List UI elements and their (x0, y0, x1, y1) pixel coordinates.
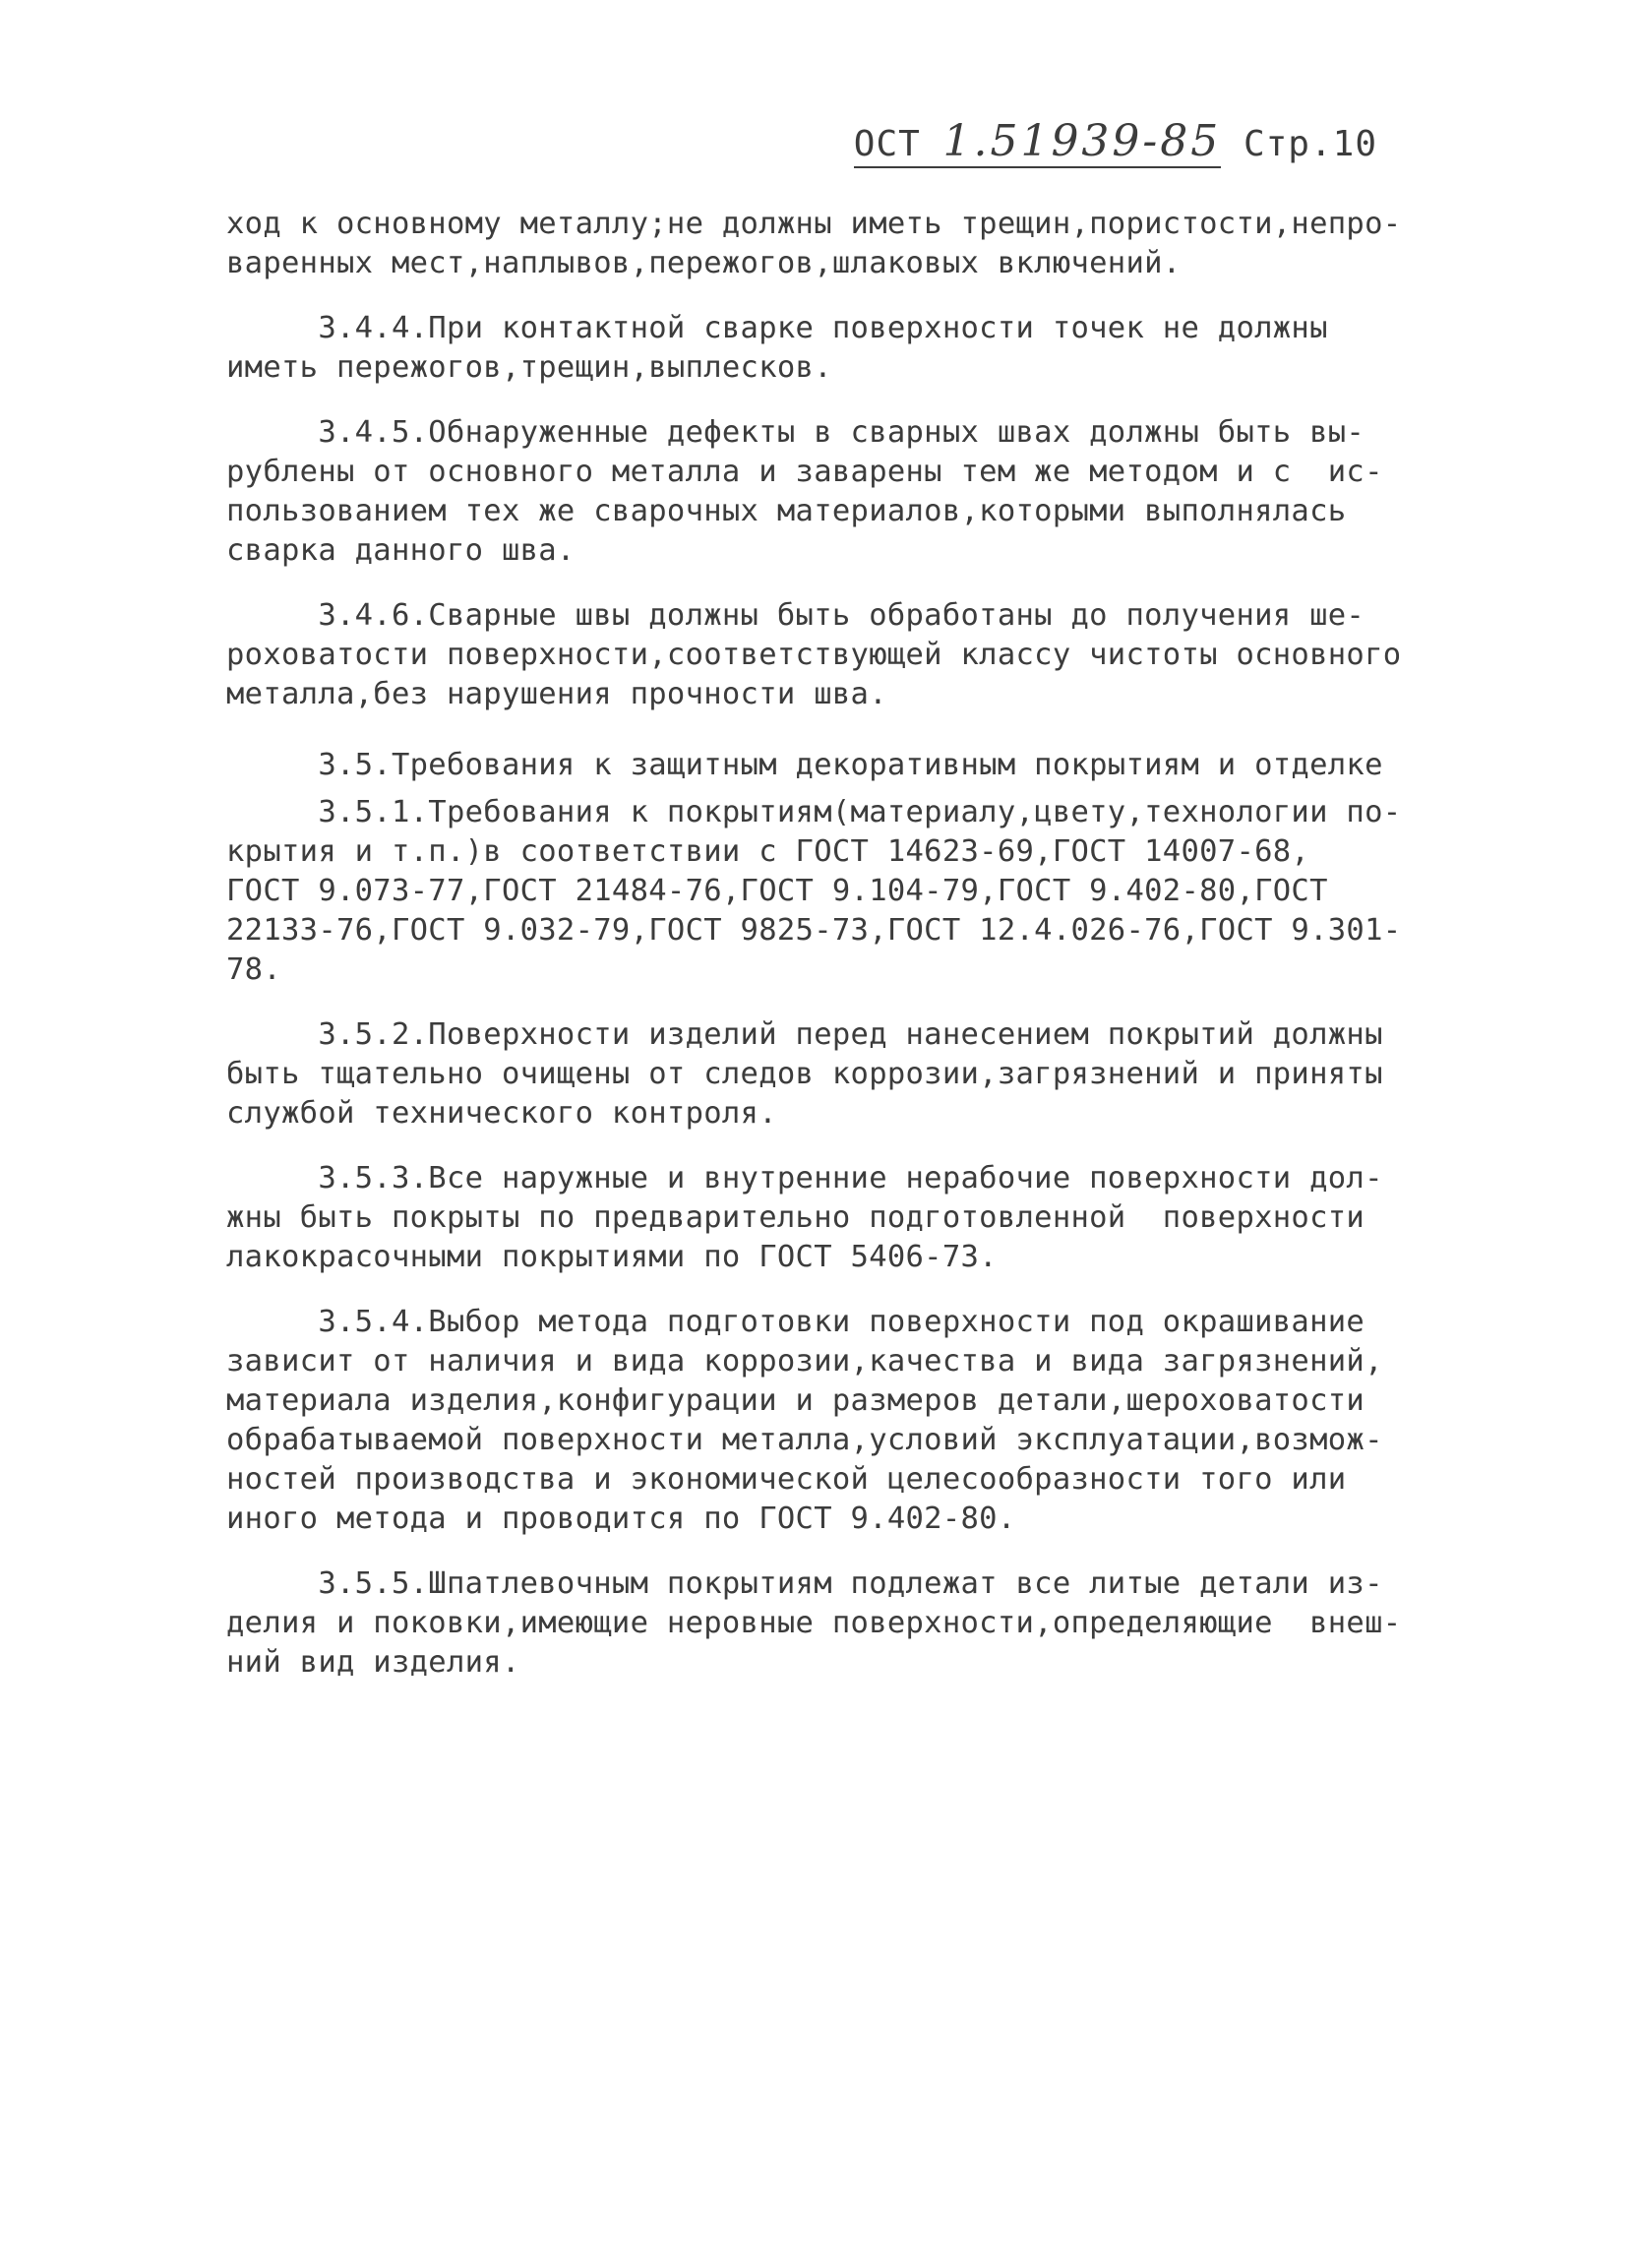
paragraph-continued (226, 205, 1436, 283)
page-number: Стр.10 (1221, 124, 1377, 164)
paragraph-3-5-2 (226, 1015, 1436, 1134)
text-line: ностей производства и экономической целесообразности того или (226, 1462, 1347, 1497)
text-line: делия и поковки,имеющие неровные поверхности,определяющие внеш- (226, 1606, 1402, 1640)
standard-prefix: ОСТ (853, 124, 943, 164)
text-line: металла,без нарушения прочности шва. (226, 677, 887, 711)
text-line: 78. (226, 952, 281, 987)
text-line: 22133-76,ГОСТ 9.032-79,ГОСТ 9825-73,ГОСТ 12.4.026-76,ГОСТ 9.301- (226, 913, 1402, 948)
text-line: 3.5.5.Шпатлевочным покрытиям подлежат все литые детали из- (226, 1566, 1383, 1601)
text-line: 3.4.6.Сварные швы должны быть обработаны до получения ше- (226, 598, 1365, 633)
text-line: ход к основному металлу;не должны иметь трещин,пористости,непро- (226, 207, 1402, 241)
text-line: лакокрасочными покрытиями по ГОСТ 5406-73. (226, 1240, 998, 1274)
text-line: роховатости поверхности,соответствующей классу чистоты основного (226, 638, 1402, 672)
paragraph-3-5-5 (226, 1564, 1436, 1683)
text-line: быть тщательно очищены от следов коррозии,загрязнений и приняты (226, 1057, 1383, 1091)
standard-number: 1.51939-85 (942, 116, 1222, 166)
section-heading: 3.5.Требования к защитным декоративным покрытиям и отделке (226, 748, 1383, 782)
section-3-5-heading (226, 746, 1436, 785)
text-line: 3.5.3.Все наружные и внутренние нерабочие поверхности дол- (226, 1161, 1383, 1195)
text-line: сварка данного шва. (226, 533, 576, 568)
text-line: службой технического контроля. (226, 1096, 777, 1131)
text-line: обрабатываемой поверхности металла,условий эксплуатации,возмож- (226, 1423, 1383, 1457)
text-line: материала изделия,конфигурации и размеров детали,шероховатости (226, 1383, 1365, 1418)
paragraph-3-4-6 (226, 596, 1436, 714)
document-body (226, 205, 1436, 1683)
text-line: 3.5.1.Требования к покрытиям(материалу,цвету,технологии по- (226, 795, 1402, 829)
text-line: пользованием тех же сварочных материалов,которыми выполнялась (226, 494, 1347, 528)
text-line: варенных мест,наплывов,пережогов,шлаковых включений. (226, 246, 1182, 280)
text-line: ний вид изделия. (226, 1645, 520, 1680)
text-line: крытия и т.п.)в соответствии с ГОСТ 14623-69,ГОСТ 14007-68, (226, 834, 1310, 869)
text-line: иного метода и проводится по ГОСТ 9.402-80. (226, 1502, 1016, 1536)
text-line: рублены от основного металла и заварены тем же методом и с ис- (226, 455, 1383, 489)
text-line: жны быть покрыты по предварительно подготовленной поверхности (226, 1200, 1365, 1235)
paragraph-3-4-5 (226, 413, 1436, 571)
paragraph-3-5-1 (226, 793, 1436, 990)
text-line: зависит от наличия и вида коррозии,качества и вида загрязнений, (226, 1344, 1383, 1379)
paragraph-3-5-3 (226, 1159, 1436, 1277)
text-line: 3.4.5.Обнаруженные дефекты в сварных швах должны быть вы- (226, 415, 1365, 450)
paragraph-3-4-4 (226, 309, 1436, 388)
text-line: иметь пережогов,трещин,выплесков. (226, 350, 832, 385)
text-line: 3.4.4.При контактной сварке поверхности точек не должны (226, 311, 1328, 345)
paragraph-3-5-4 (226, 1303, 1436, 1539)
text-line: 3.5.4.Выбор метода подготовки поверхности под окрашивание (226, 1305, 1365, 1339)
text-line: 3.5.2.Поверхности изделий перед нанесением покрытий должны (226, 1017, 1383, 1052)
standard-code (853, 116, 1222, 168)
page-header (854, 116, 1377, 166)
text-line: ГОСТ 9.073-77,ГОСТ 21484-76,ГОСТ 9.104-79,ГОСТ 9.402-80,ГОСТ (226, 874, 1328, 908)
